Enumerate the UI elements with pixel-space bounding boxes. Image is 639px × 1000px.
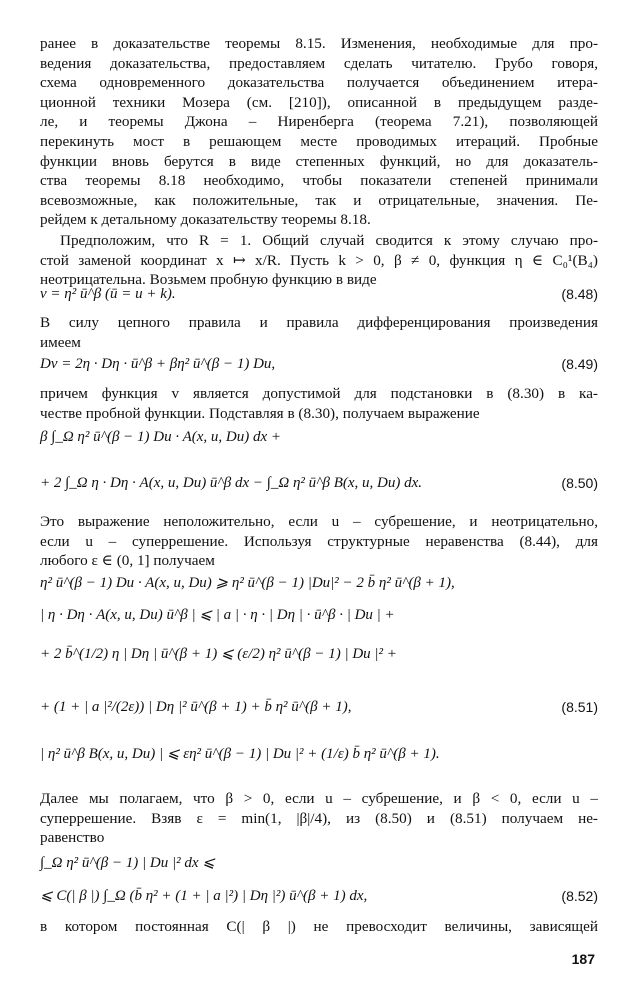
paragraph-4 bbox=[40, 384, 598, 423]
equation-8-50-line-2 bbox=[40, 472, 598, 496]
equation-8-52-line-2-text: ⩽ C(| β |) ∫_Ω (b̄ η² + (1 + | a |²) | Dη |²) ū^(β + 1) dx, bbox=[40, 888, 368, 904]
paragraph-1-line-7: функции вновь берутся в виде степенных функций, но для доказатель- bbox=[40, 152, 598, 170]
equation-8-50-line-2-text: + 2 ∫_Ω η · Dη · A(x, u, Du) ū^β dx − ∫_Ω η² ū^β B(x, u, Du) dx. bbox=[40, 475, 423, 491]
paragraph-1-line-4: ционной техники Мозера (см. [210]), описанной в предыдущем разде- bbox=[40, 93, 598, 111]
paragraph-5-line-1: Это выражение неположительно, если u – субрешение, и неотрицательно, bbox=[40, 513, 598, 530]
paragraph-6 bbox=[40, 789, 598, 848]
paragraph-1-line-5: ле, и теоремы Джона – Ниренберга (теорема 7.21), позволяющей bbox=[40, 113, 598, 131]
equation-8-52-line-1-text: ∫_Ω η² ū^(β − 1) | Du |² dx ⩽ bbox=[40, 855, 215, 871]
equation-8-51-number: (8.51) bbox=[561, 699, 598, 715]
paragraph-3-line-1: В силу цепного правила и правила дифференцирования произведения bbox=[40, 314, 598, 331]
equation-8-51-line-1-text: η² ū^(β − 1) Du · A(x, u, Du) ⩾ η² ū^(β − 1) |Du|² − 2 b̄ η² ū^(β + 1), bbox=[40, 575, 455, 591]
equation-8-51-line-3-text: + 2 b̄^(1/2) η | Dη | ū^(β + 1) ⩽ (ε/2) η² ū^(β − 1) | Du |² + bbox=[40, 646, 397, 662]
paragraph-3-line-2: имеем bbox=[40, 333, 81, 351]
equation-8-48-number: (8.48) bbox=[561, 286, 598, 302]
equation-8-50-number: (8.50) bbox=[561, 475, 598, 491]
equation-8-51-line-4-text: + (1 + | a |²/(2ε)) | Dη |² ū^(β + 1) + b̄ η² ū^(β + 1), bbox=[40, 699, 352, 715]
paragraph-4-line-2: честве пробной функции. Подставляя в (8.30), получаем выражение bbox=[40, 404, 480, 422]
equation-8-49-number: (8.49) bbox=[561, 356, 598, 372]
equation-8-51-line-1 bbox=[40, 572, 598, 596]
paragraph-1-line-2: ведения доказательства, предоставляем сделать читателю. Грубо говоря, bbox=[40, 54, 598, 72]
paragraph-1-line-10: рейдем к детальному доказательству теоремы 8.18. bbox=[40, 211, 371, 229]
equation-8-51-line-2 bbox=[40, 604, 598, 628]
paragraph-1 bbox=[40, 34, 598, 230]
paragraph-7 bbox=[40, 917, 598, 937]
paragraph-5 bbox=[40, 512, 598, 571]
paragraph-3 bbox=[40, 313, 598, 352]
paragraph-4-line-1: причем функция v является допустимой для подстановки в (8.30) в ка- bbox=[40, 385, 598, 402]
paragraph-1-line-1: ранее в доказательстве теоремы 8.15. Изменения, необходимые для про- bbox=[40, 35, 598, 52]
equation-8-50-line-1 bbox=[40, 426, 598, 450]
paragraph-1-line-8: ства теоремы 8.18 необходимо, чтобы показатели степеней принимали bbox=[40, 172, 598, 190]
equation-8-51-line-3 bbox=[40, 643, 598, 667]
paragraph-1-line-3: схема одновременного доказательства получается объединением итера- bbox=[40, 74, 598, 92]
paragraph-5-line-2: если u – суперрешение. Используя структурные неравенства (8.44), для bbox=[40, 532, 598, 550]
equation-8-49-text: Dv = 2η · Dη · ū^β + βη² ū^(β − 1) Du, bbox=[40, 356, 276, 372]
equation-8-52-line-2 bbox=[40, 885, 598, 909]
paragraph-2-line-1: Предположим, что R = 1. Общий случай сводится к этому случаю про- bbox=[60, 232, 598, 249]
paragraph-2 bbox=[40, 231, 598, 290]
equation-8-48-text: v = η² ū^β (ū = u + k). bbox=[40, 286, 176, 302]
paragraph-6-line-1: Далее мы полагаем, что β > 0, если u – субрешение, и β < 0, если u – bbox=[40, 790, 598, 807]
paragraph-6-line-2: суперрешение. Взяв ε = min(1, |β|/4), из (8.50) и (8.51) получаем не- bbox=[40, 809, 598, 827]
equation-8-52-number: (8.52) bbox=[561, 888, 598, 904]
paragraph-7-line-1: в котором постоянная C(| β |) не превосходит величины, зависящей bbox=[40, 918, 598, 935]
equation-8-51-line-5 bbox=[40, 743, 598, 767]
paragraph-1-line-9: всевозможные, как положительные, так и отрицательные, значения. Пе- bbox=[40, 191, 598, 209]
equation-8-51-line-2-text: | η · Dη · A(x, u, Du) ū^β | ⩽ | a | · η · | Dη | · ū^β · | Du | + bbox=[40, 607, 395, 623]
paragraph-2-line-2: стой заменой координат x ↦ x/R. Пусть k > 0, β ≠ 0, функция η ∈ C₀¹(B₄) bbox=[40, 251, 598, 269]
paragraph-6-line-3: равенство bbox=[40, 829, 105, 847]
equation-8-51-line-5-text: | η² ū^β B(x, u, Du) | ⩽ εη² ū^(β − 1) | Du |² + (1/ε) b̄ η² ū^(β + 1). bbox=[40, 746, 440, 762]
equation-8-50-line-1-text: β ∫_Ω η² ū^(β − 1) Du · A(x, u, Du) dx + bbox=[40, 429, 282, 445]
equation-8-49 bbox=[40, 353, 598, 377]
paragraph-1-line-6: перекинуть мост в решающем месте проводимых итераций. Пробные bbox=[40, 132, 598, 150]
equation-8-52-line-1 bbox=[40, 852, 598, 876]
paragraph-2-line-3: неотрицательна. Возьмем пробную функцию в виде bbox=[40, 271, 377, 289]
page-number: 187 bbox=[571, 951, 595, 967]
paragraph-5-line-3: любого ε ∈ (0, 1] получаем bbox=[40, 552, 215, 570]
equation-8-48 bbox=[40, 283, 598, 307]
equation-8-51-line-4 bbox=[40, 696, 598, 720]
